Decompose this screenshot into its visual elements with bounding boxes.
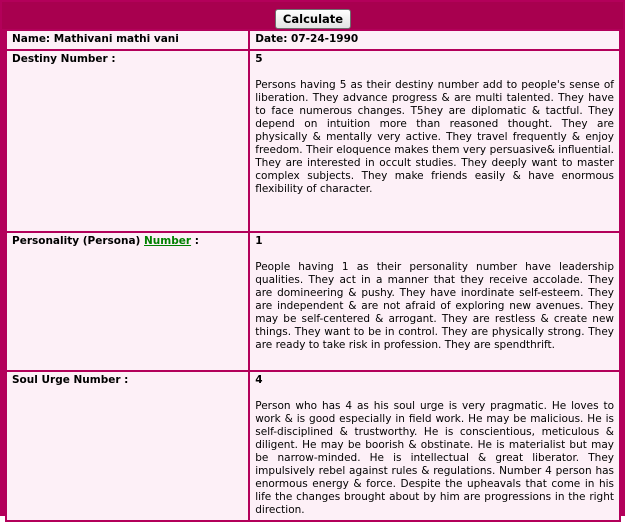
number-link[interactable]: Number	[144, 235, 192, 247]
personality-label-colon: :	[194, 235, 199, 247]
destiny-row	[7, 51, 619, 231]
header-row	[7, 31, 619, 49]
calculate-button[interactable]: Calculate	[275, 9, 351, 29]
personality-label: Personality (Persona)	[12, 235, 141, 247]
date-cell: Date: 07-24-1990	[250, 31, 619, 49]
destiny-content	[250, 51, 619, 231]
soul-urge-content	[250, 372, 619, 520]
destiny-label: Destiny Number :	[7, 51, 248, 231]
soul-urge-number: 4	[255, 374, 263, 386]
personality-number: 1	[255, 235, 263, 247]
soul-urge-row	[7, 372, 619, 520]
toolbar	[2, 2, 623, 29]
soul-urge-label: Soul Urge Number :	[7, 372, 248, 520]
numerology-results-table	[5, 29, 621, 522]
soul-urge-description: Person who has 4 as his soul urge is very pragmatic. He loves to work & is good especially in field work. He may be malicious. He is self-disciplined & trustworthy. He is conscientious, meticulous & diligent. He may be boorish & obstinate. He is materialist but may be narrow-minded. He is intellectual & great liberator. They impulsively rebel against rules & regulations. Number 4 person has enormous energy & force. Despite the upheavals that come in his life the changes brought about by him are progressions in the right direction.	[255, 400, 614, 516]
personality-description: People having 1 as their personality number have leadership qualities. They act in a manner that they receive accolade. They are domineering & pushy. They have inordinate self-esteem. They are independent & are not afraid of exploring new avenues. They may be self-centered & arrogant. They are restless & create new things. They want to be in control. They are physically strong. They are ready to take risk in profession. They are spendthrift.	[255, 261, 614, 351]
destiny-description: Persons having 5 as their destiny number add to people's sense of liberation. They advance progress & are multi talented. They have to face numerous changes. T5hey are diplomatic & tactful. They depend on intuition more than reasoned thought. They are physically & mentally very active. They travel frequently & enjoy freedom. Their eloquence makes them very persuasive& influential. They are interested in occult studies. They deeply want to master complex subjects. They make friends easily & have enormous flexibility of character.	[255, 79, 614, 195]
name-cell: Name: Mathivani mathi vani	[7, 31, 248, 49]
personality-label-cell	[7, 233, 248, 370]
personality-content	[250, 233, 619, 370]
personality-row	[7, 233, 619, 370]
destiny-number: 5	[255, 53, 263, 65]
